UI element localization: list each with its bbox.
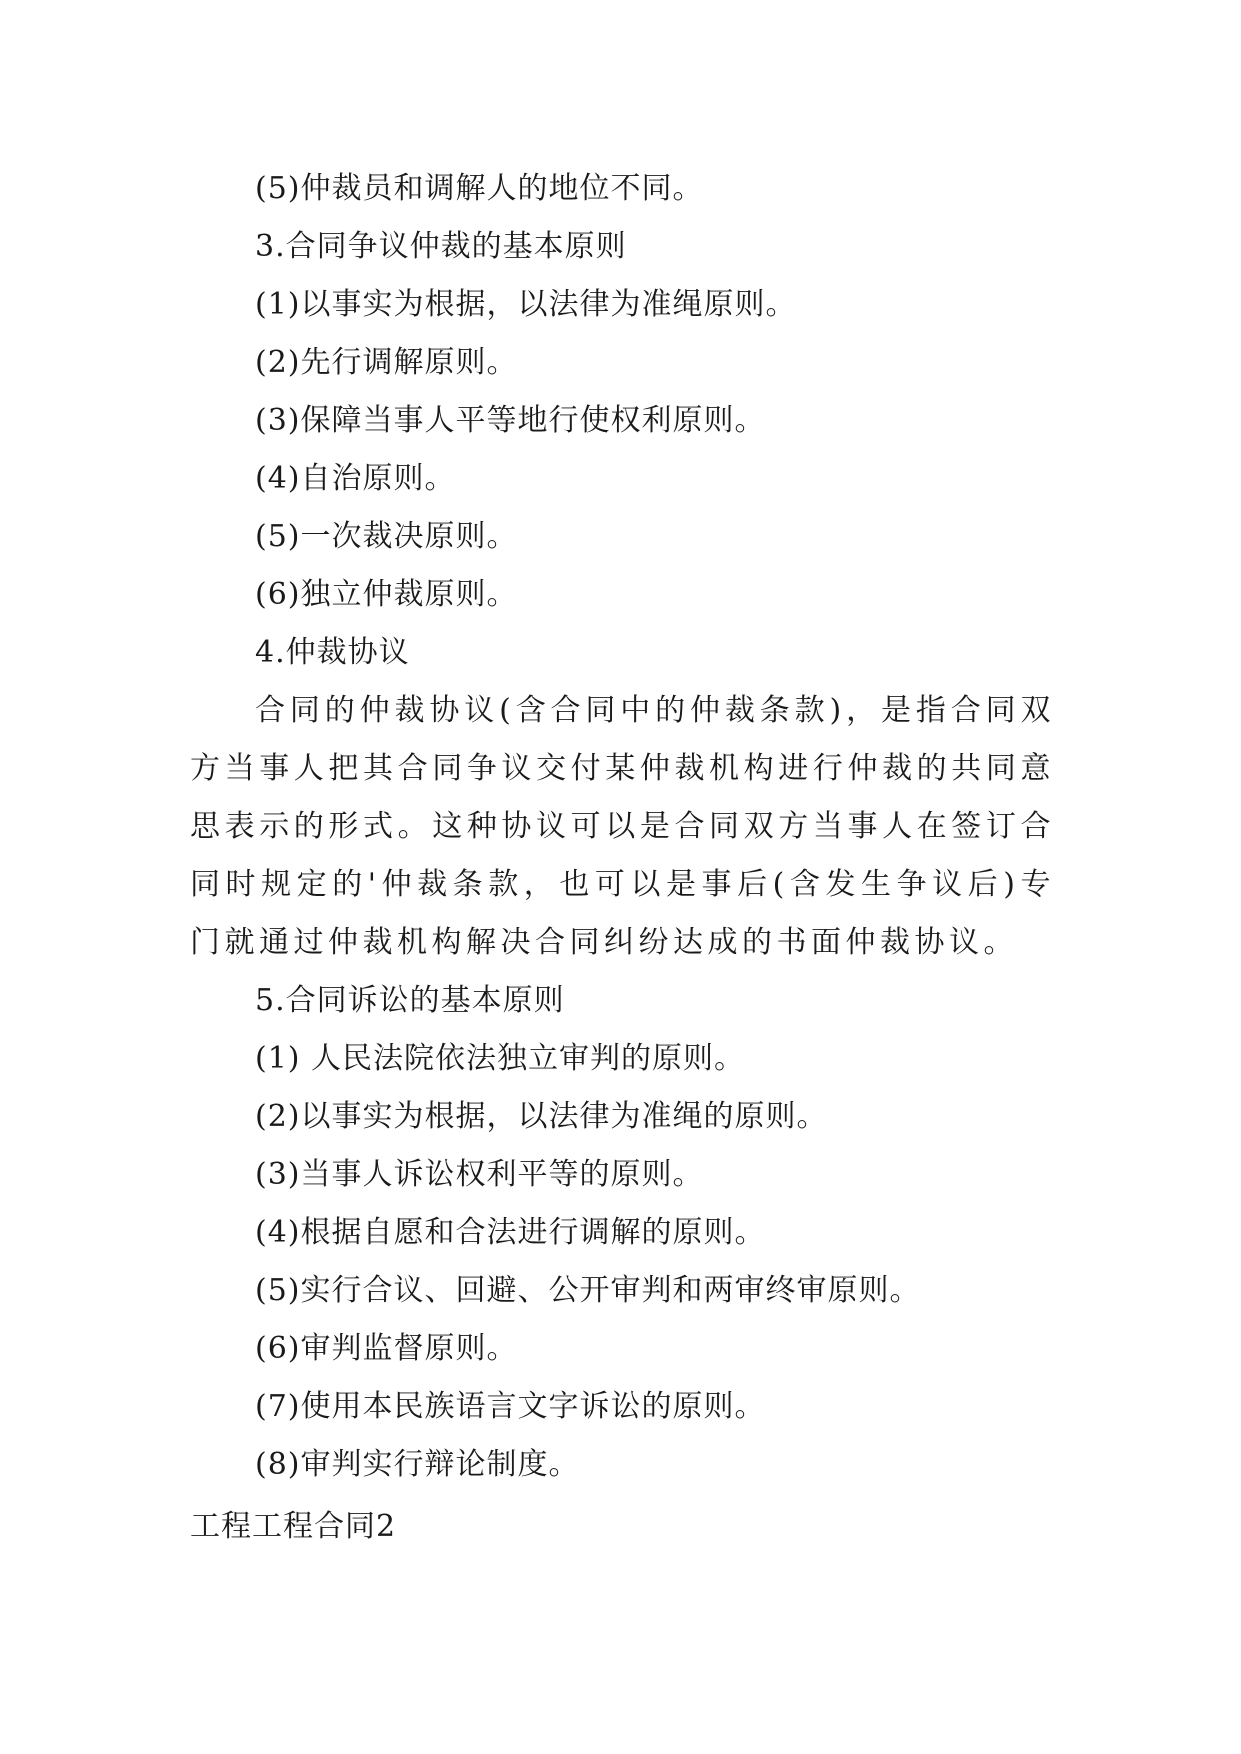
list-item-single-award: (5)一次裁决原则。 — [255, 519, 518, 554]
paragraph-arbitration-agreement: 合同的仲裁协议(含合同中的仲裁条款)，是指合同双方当事人把其合同争议交付某仲裁机构进行仲裁的共同意思表示的形式。这种协议可以是合同双方当事人在签订合同时规定的'仲裁条款，也可以是事后(含发生争议后)专门就通过仲裁机构解决合同纠纷达成的书面仲裁协议。 — [190, 693, 1055, 960]
list-item-trial-supervision: (6)审判监督原则。 — [255, 1331, 518, 1366]
heading-arbitration-agreement: 4.仲裁协议 — [255, 635, 410, 670]
list-item-arbitrator-status: (5)仲裁员和调解人的地位不同。 — [255, 171, 704, 206]
list-item-debate-system: (8)审判实行辩论制度。 — [255, 1447, 580, 1482]
list-item-facts-law: (1)以事实为根据，以法律为准绳原则。 — [255, 287, 797, 322]
list-item-native-language: (7)使用本民族语言文字诉讼的原则。 — [255, 1389, 766, 1424]
section-title: 工程工程合同2 — [190, 1509, 397, 1544]
list-item-voluntary-mediation: (4)根据自愿和合法进行调解的原则。 — [255, 1215, 766, 1250]
list-item-collegial-trial: (5)实行合议、回避、公开审判和两审终审原则。 — [255, 1273, 921, 1308]
heading-litigation-principles: 5.合同诉讼的基本原则 — [255, 983, 565, 1018]
list-item-independent-arbitration: (6)独立仲裁原则。 — [255, 577, 518, 612]
document-body — [190, 160, 1055, 1494]
list-item-equal-rights: (3)保障当事人平等地行使权利原则。 — [255, 403, 766, 438]
list-item-autonomy: (4)自治原则。 — [255, 461, 456, 496]
list-item-facts-law-litigation: (2)以事实为根据，以法律为准绳的原则。 — [255, 1099, 828, 1134]
heading-arbitration-principles: 3.合同争议仲裁的基本原则 — [255, 229, 627, 264]
list-item-mediation-first: (2)先行调解原则。 — [255, 345, 518, 380]
list-item-independent-trial: (1) 人民法院依法独立审判的原则。 — [255, 1041, 746, 1076]
list-item-equal-litigation-rights: (3)当事人诉讼权利平等的原则。 — [255, 1157, 704, 1192]
